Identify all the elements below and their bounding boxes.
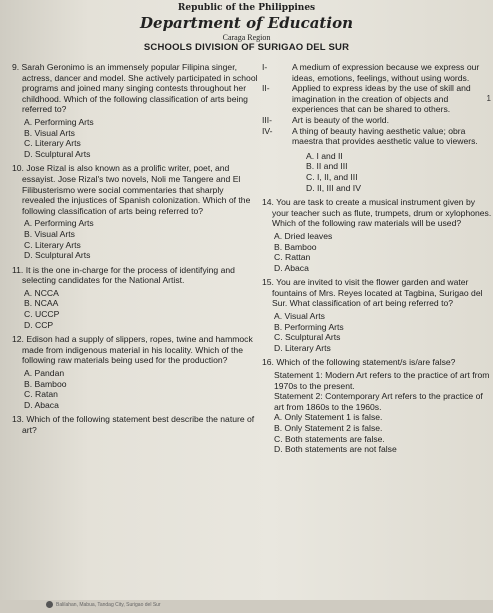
roman-num-1: I- xyxy=(262,62,268,72)
q14-option-a: A. Dried leaves xyxy=(274,230,333,241)
q13-option-d: D. II, III and IV xyxy=(306,182,361,193)
roman-item-4 xyxy=(262,126,493,147)
roman-num-4: IV- xyxy=(262,125,273,136)
q9-option-c: C. Literary Arts xyxy=(24,138,81,149)
roman-num-2: II- xyxy=(262,83,270,94)
division-heading: SCHOOLS DIVISION OF SURIGAO DEL SUR xyxy=(143,42,350,53)
q11-option-c: C. UCCP xyxy=(24,309,60,320)
roman-text-1: A medium of expression because we express our ideas, emotions, feelings, without using words. xyxy=(292,62,480,83)
q16-option-d: D. Both statements are not false xyxy=(274,444,397,455)
q12-option-c: C. Ratan xyxy=(24,389,58,400)
roman-item-2 xyxy=(262,83,493,115)
q15-option-b: B. Performing Arts xyxy=(274,321,344,332)
footer xyxy=(0,600,493,613)
region-heading: Caraga Region xyxy=(222,33,271,42)
roman-item-3 xyxy=(262,115,493,126)
question-16: 16. Which of the following statement/s is/are false? xyxy=(262,357,456,368)
q16-option-c: C. Both statements are false. xyxy=(274,433,385,444)
q14-option-d: D. Abaca xyxy=(274,262,309,273)
question-13: 13. Which of the following statement best describe the nature of art? xyxy=(12,414,255,435)
margin-mark: 1 xyxy=(486,94,491,103)
q9-option-b: B. Visual Arts xyxy=(24,127,75,138)
question-9: 9. Sarah Geronimo is an immensely popular Filipina singer, actress, dancer and model. She actively participated in school programs and joined many singing contests throughout her childhood. Which of the following classification of arts being referred to? xyxy=(12,62,258,115)
left-column xyxy=(12,62,258,438)
roman-text-3: Art is beauty of the world. xyxy=(292,114,389,125)
question-12: 12. Edison had a supply of slippers, ropes, twine and hammock made from indigenous material in his locality. Which of the following raw materials being used for the production? xyxy=(12,334,253,366)
q10-option-d: D. Sculptural Arts xyxy=(24,250,91,261)
q10-option-a: A. Performing Arts xyxy=(24,218,94,229)
q11-option-a: A. NCCA xyxy=(24,287,59,298)
question-10: 10. Jose Rizal is also known as a prolific writer, poet, and essayist. Jose Rizal's two novels, Noli me Tangere and El Filibusterismo were social commentaries that sharply revealed the injustices of Spanish colonization. Which of the following classification of arts being referred to? xyxy=(12,163,251,216)
roman-text-2: Applied to express ideas by the use of skill and imagination in the creation of objects and experiences that can be shared to others. xyxy=(292,83,471,115)
q13-option-a: A. I and II xyxy=(306,150,343,161)
q15-option-d: D. Literary Arts xyxy=(274,342,331,353)
department-heading: Department of Education xyxy=(140,14,353,32)
q15-option-c: C. Sculptural Arts xyxy=(274,332,341,343)
q14-option-b: B. Bamboo xyxy=(274,241,317,252)
roman-item-1 xyxy=(262,62,493,83)
q11-option-d: D. CCP xyxy=(24,319,54,330)
question-11: 11. It is the one in-charge for the process of identifying and selecting candidates for the National Artist. xyxy=(12,264,235,286)
q12-option-a: A. Pandan xyxy=(24,368,65,379)
q10-option-b: B. Visual Arts xyxy=(24,228,75,239)
statement-2: Statement 2: Contemporary Art refers to the practice of art from 1860s to the 1960s. xyxy=(274,391,483,412)
republic-heading: Republic of the Philippines xyxy=(177,3,316,13)
q13-option-b: B. II and III xyxy=(306,161,348,172)
question-14: 14. You are task to create a musical instrument given by your teacher such as flute, trumpets, drum or xylophones. Which of the following raw materials will be used? xyxy=(262,197,492,229)
q15-option-a: A. Visual Arts xyxy=(274,311,325,322)
statement-1: Statement 1: Modern Art refers to the practice of art from 1970s to the present. xyxy=(274,370,490,391)
roman-text-4: A thing of beauty having aesthetic value; obra maestra that provides aesthetic value to viewers. xyxy=(292,125,478,147)
q14-option-c: C. Rattan xyxy=(274,252,311,263)
q16-option-b: B. Only Statement 2 is false. xyxy=(274,423,383,433)
q11-option-b: B. NCAA xyxy=(24,298,59,309)
q12-option-d: D. Abaca xyxy=(24,399,59,410)
q9-option-d: D. Sculptural Arts xyxy=(24,148,91,159)
q10-option-c: C. Literary Arts xyxy=(24,239,81,250)
q12-option-b: B. Bamboo xyxy=(24,378,67,389)
footer-address: Balilahan, Mabua, Tandag City, Surigao del Sur xyxy=(56,602,161,608)
right-column xyxy=(262,62,493,455)
location-icon xyxy=(46,601,53,608)
q13-option-c: C. I, II, and III xyxy=(306,171,358,182)
question-15: 15. You are invited to visit the flower garden and water fountains of Mrs. Reyes located at Tagbina, Surigao del Sur. What classification of art being referred to? xyxy=(262,277,483,309)
q16-option-a: A. Only Statement 1 is false. xyxy=(274,412,383,423)
q9-option-a: A. Performing Arts xyxy=(24,116,94,127)
roman-num-3: III- xyxy=(262,114,273,125)
